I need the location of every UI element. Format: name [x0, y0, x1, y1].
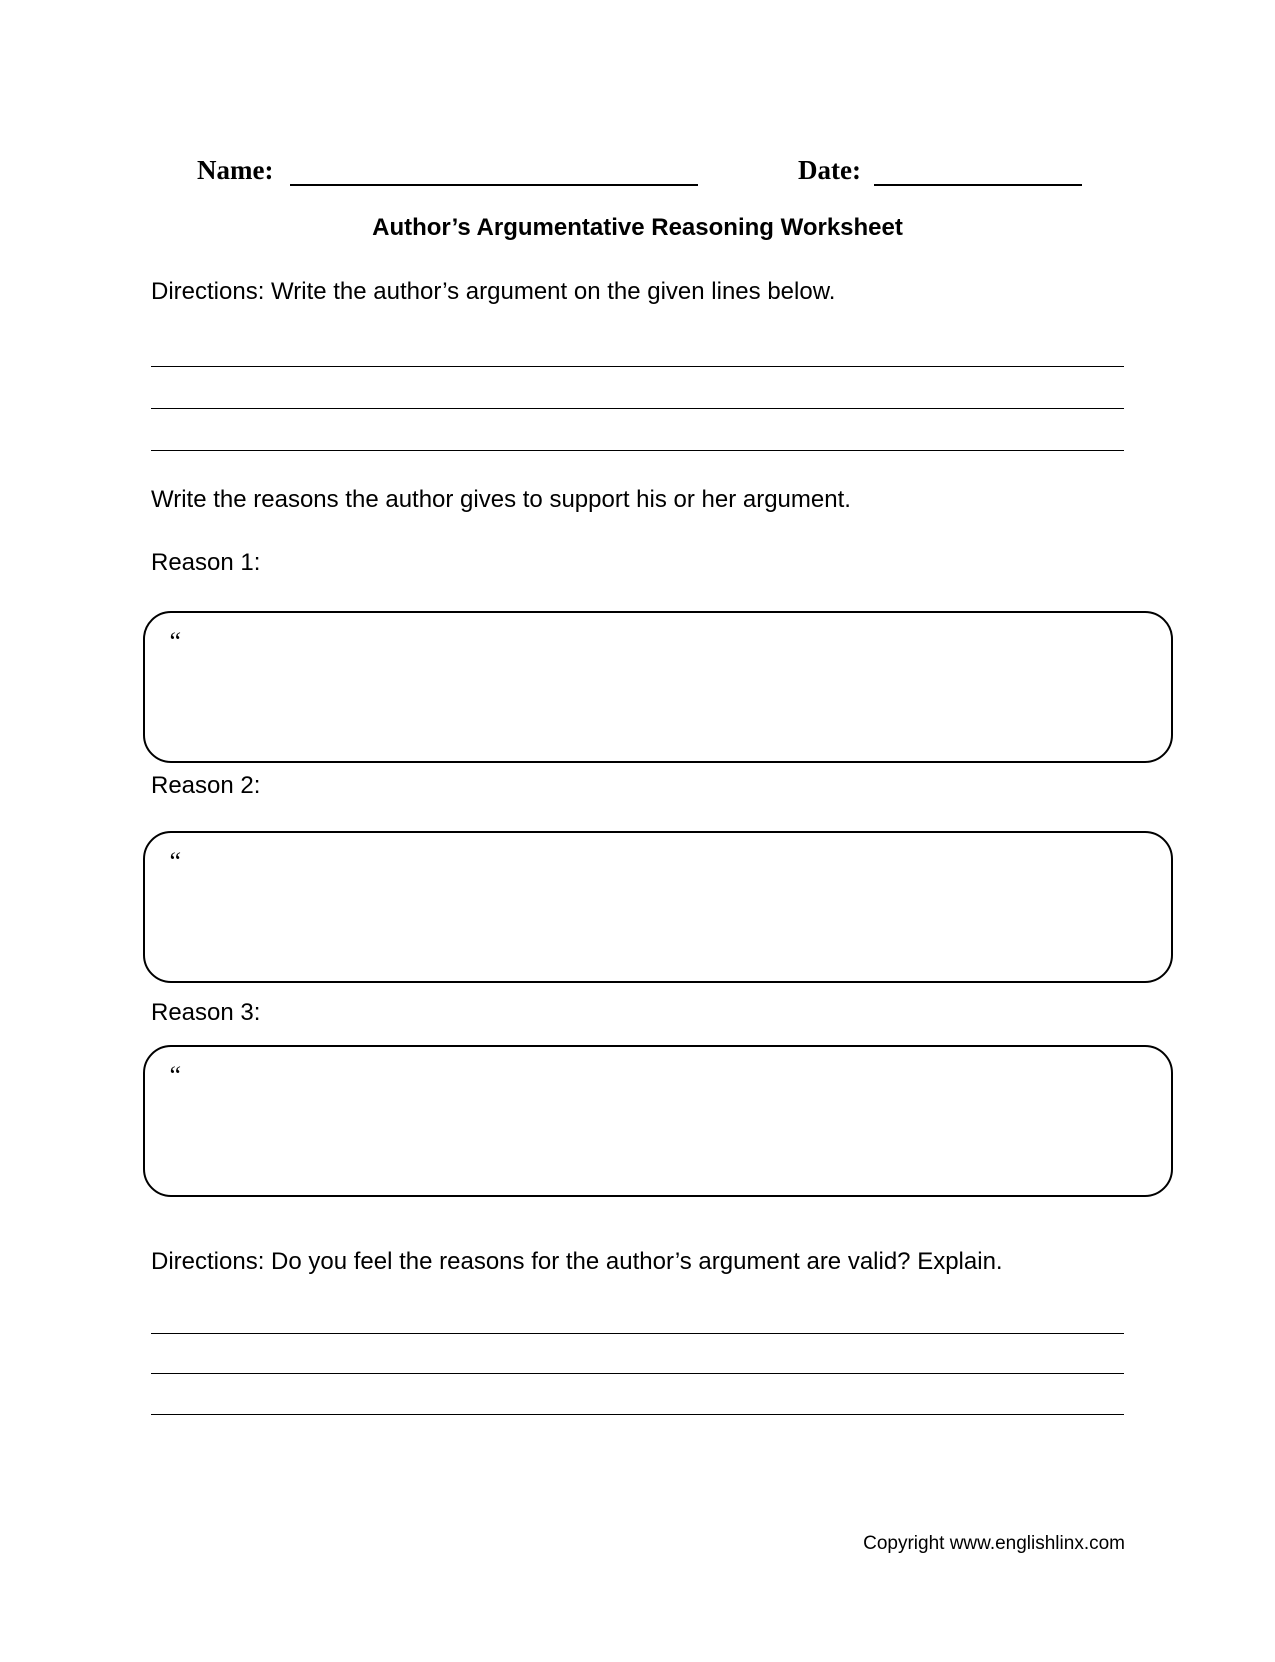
answer-line[interactable]	[151, 450, 1124, 451]
directions-validity: Directions: Do you feel the reasons for the author’s argument are valid? Explain.	[151, 1248, 1003, 1275]
reason-1-box[interactable]	[143, 611, 1173, 763]
answer-line[interactable]	[151, 1373, 1124, 1374]
reason-1-label: Reason 1:	[151, 549, 261, 576]
reason-2-label: Reason 2:	[151, 772, 261, 799]
reason-3-box[interactable]	[143, 1045, 1173, 1197]
quote-mark: “	[167, 847, 182, 876]
reason-3-label: Reason 3:	[151, 999, 261, 1026]
quote-mark: “	[167, 627, 182, 656]
date-label: Date:	[798, 155, 861, 185]
name-label: Name:	[197, 155, 274, 185]
answer-line[interactable]	[151, 1414, 1124, 1415]
answer-line[interactable]	[151, 408, 1124, 409]
directions-argument: Directions: Write the author’s argument on the given lines below.	[151, 278, 836, 305]
quote-mark: “	[167, 1061, 182, 1090]
answer-line[interactable]	[151, 366, 1124, 367]
copyright-footer: Copyright www.englishlinx.com	[863, 1533, 1125, 1554]
answer-line[interactable]	[151, 1333, 1124, 1334]
page-title: Author’s Argumentative Reasoning Worksheet	[372, 214, 903, 241]
name-field[interactable]	[290, 184, 698, 186]
reasons-instruction: Write the reasons the author gives to support his or her argument.	[151, 486, 851, 513]
date-field[interactable]	[874, 184, 1082, 186]
reason-2-box[interactable]	[143, 831, 1173, 983]
